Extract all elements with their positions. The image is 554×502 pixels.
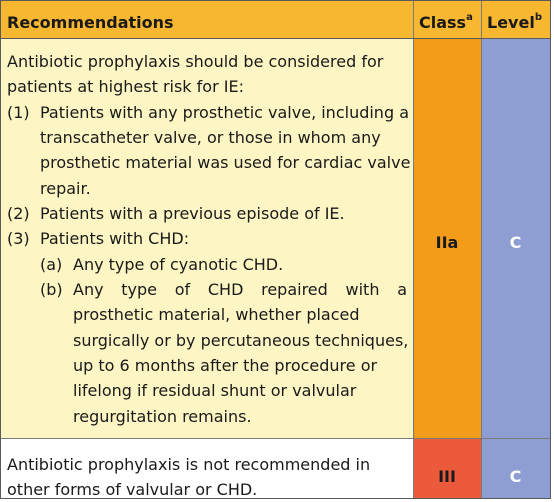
header-level	[487, 13, 542, 32]
row-1-class-value: IIa	[435, 233, 459, 252]
header-recommendations: Recommendations	[7, 13, 174, 32]
row-1-line-14: lifelong if residual shunt or valvular	[73, 381, 357, 400]
row-1-marker-1: (1)	[7, 103, 30, 122]
row-divider	[1, 438, 550, 439]
row-1-class-cell	[413, 38, 481, 438]
row-2-level-cell	[481, 438, 550, 498]
row-2-class-value: III	[438, 467, 456, 486]
row-1-recommendation-cell	[1, 38, 413, 438]
row-1-line-1: Antibiotic prophylaxis should be considered for	[7, 52, 384, 71]
row-2-line-1: Antibiotic prophylaxis is not recommended in	[7, 455, 371, 474]
row-1-line-3: Patients with any prosthetic valve, including a	[40, 103, 409, 122]
row-1-line-12: surgically or by percutaneous techniques,	[73, 331, 409, 350]
row-1-line-11: prosthetic material, whether placed	[73, 305, 360, 324]
row-1-line-4: transcatheter valve, or those in whom any	[40, 128, 381, 147]
row-1-line-13: up to 6 months after the procedure or	[73, 356, 378, 375]
header-divider	[1, 38, 550, 39]
row-2-level-value: C	[509, 467, 522, 486]
row-1-line-10: Any type of CHD repaired with a	[73, 280, 407, 299]
row-1-marker-2: (2)	[7, 204, 30, 223]
header-level-label: Level	[487, 13, 535, 32]
row-1-line-15: regurgitation remains.	[73, 407, 252, 426]
row-1-line-9: Any type of cyanotic CHD.	[73, 255, 284, 274]
row-1-level-cell	[481, 38, 550, 438]
row-1-line-8: Patients with CHD:	[40, 229, 190, 248]
row-1-line-7: Patients with a previous episode of IE.	[40, 204, 345, 223]
row-1-marker-3: (3)	[7, 229, 30, 248]
row-1-level-value: C	[509, 233, 522, 252]
row-2-line-2: other forms of valvular or CHD.	[7, 480, 258, 499]
column-divider-2	[481, 1, 482, 498]
header-row	[1, 1, 550, 38]
row-1-marker-a: (a)	[40, 255, 63, 274]
row-1-marker-b: (b)	[40, 280, 63, 299]
header-level-sup: b	[534, 11, 542, 23]
header-class-sup: a	[466, 11, 473, 23]
column-divider-1	[413, 1, 414, 498]
header-class-label: Class	[419, 13, 467, 32]
row-1-line-5: prosthetic material was used for cardiac valve	[40, 153, 411, 172]
header-class	[419, 13, 473, 32]
row-2-class-cell	[413, 438, 481, 498]
row-1-line-6: repair.	[40, 179, 91, 198]
row-1-line-2: patients at highest risk for IE:	[7, 77, 244, 96]
row-2-recommendation-cell	[1, 438, 413, 498]
